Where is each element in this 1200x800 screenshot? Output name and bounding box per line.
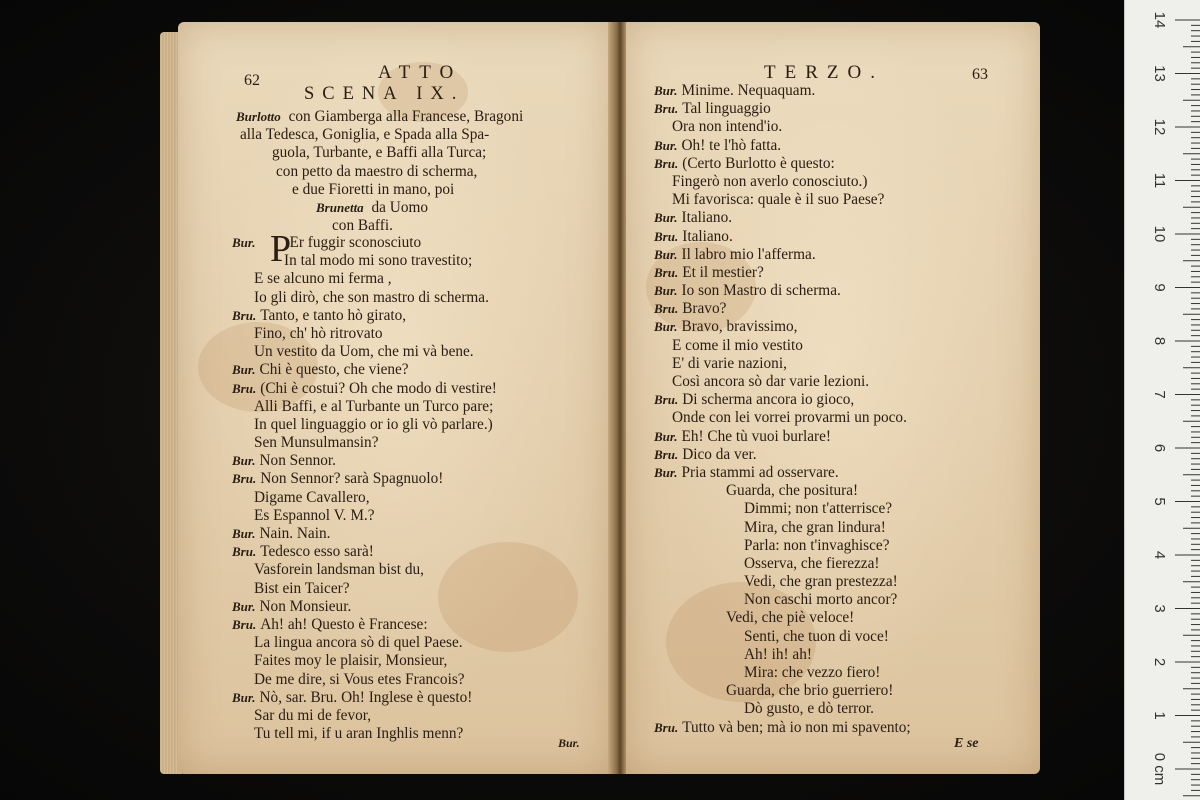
page-number: 63 (972, 66, 988, 83)
verse-text: La lingua ancora sò di quel Paese. (254, 634, 463, 652)
verse-text: Pria stammi ad osservare. (681, 463, 839, 481)
left-page (178, 22, 610, 774)
text-line (232, 561, 497, 579)
verse-text: Tanto, e tanto hò girato, (260, 306, 407, 324)
text-line (654, 591, 911, 609)
catchword: E se (954, 736, 979, 751)
text-line (654, 519, 911, 537)
ruler-label: 7 (1151, 390, 1168, 399)
verse-text: Bravo, bravissimo, (681, 318, 798, 336)
verse-text: De me dire, si Vous etes Francois? (254, 670, 465, 688)
text-line (654, 573, 911, 591)
verse-text: Faites moy le plaisir, Monsieur, (254, 652, 448, 670)
page-number: 62 (244, 72, 260, 89)
text-line (232, 416, 497, 434)
speaker-label: Bur. (654, 246, 678, 262)
text-line (654, 555, 911, 573)
text-line (654, 482, 911, 500)
verse-text: In quel linguaggio or io gli vò parlare.) (254, 415, 493, 433)
open-book (156, 16, 1046, 778)
text-line (654, 100, 911, 118)
text-line (232, 252, 497, 270)
text-line (232, 434, 497, 452)
text-line (232, 652, 497, 670)
stage-line (236, 181, 523, 199)
speaker-label: Bur. (654, 319, 678, 335)
drop-cap: P (270, 228, 292, 270)
text-line (232, 380, 497, 398)
speaker-label: Bur. (232, 526, 256, 541)
text-line (654, 373, 911, 391)
running-head: TERZO. (764, 62, 884, 83)
speaker-label: Bur. (232, 362, 256, 378)
ruler-label: 2 (1151, 657, 1168, 667)
catchword: Bur. (558, 736, 580, 750)
verse-text: Di scherma ancora io gioco, (682, 391, 855, 409)
speaker-label: Bur. (232, 689, 256, 705)
speaker-label: Bru. (654, 264, 679, 280)
ruler-label: 9 (1151, 283, 1168, 292)
verse-text: Mira, che gran lindura! (744, 518, 886, 536)
text-line (654, 209, 911, 227)
character-name: Burlotto (236, 109, 281, 124)
verse-text: Es Espannol V. M.? (254, 506, 375, 524)
verse-text: Alli Baffi, e al Turbante un Turco pare; (254, 397, 494, 415)
verse-text: Italiano. (682, 227, 733, 245)
text-line (232, 671, 497, 689)
text-line (232, 725, 497, 743)
text-line (654, 228, 911, 246)
running-head: ATTO (378, 62, 463, 83)
text-line (232, 634, 497, 652)
verse-text: Onde con lei vorrei provarmi un poco. (672, 409, 907, 427)
verse-text: Vasforein landsman bist du, (254, 561, 424, 579)
text-line (654, 464, 911, 482)
verse-text: Tutto và ben; mà io non mi spavento; (682, 718, 911, 736)
verse-text: E' di varie nazioni, (672, 354, 787, 372)
verse-text: Et il mestier? (682, 263, 764, 281)
text-line (654, 500, 911, 518)
verse-text: Bravo? (682, 300, 727, 318)
right-page (626, 22, 1040, 774)
text-line (654, 318, 911, 336)
text-line (232, 689, 497, 707)
stage-line (236, 199, 523, 217)
text-line (654, 664, 911, 682)
scene-title: SCENA IX. (304, 84, 465, 104)
stage-line (236, 144, 523, 162)
speaker-label: Bur. (654, 428, 678, 444)
speaker-label: Bru. (654, 719, 679, 735)
text-line (232, 543, 497, 561)
verse-text: (Chi è costui? Oh che modo di vestire! (260, 379, 497, 397)
stage-line (236, 108, 523, 126)
text-line (654, 700, 911, 718)
verse-text: Sar du mi de fevor, (254, 706, 372, 724)
ruler-label: 12 (1151, 118, 1168, 136)
text-line (232, 616, 497, 634)
text-line (232, 452, 497, 470)
verse-text: Io son Mastro di scherma. (681, 282, 841, 300)
text-line (654, 682, 911, 700)
verse-text: Vedi, che gran prestezza! (744, 573, 898, 591)
verse-text: Ah! ah! Questo è Francese: (260, 615, 428, 633)
verse-text: Guarda, che positura! (726, 482, 859, 500)
text-line (654, 609, 911, 627)
verse-text: Eh! Che tù vuoi burlare! (681, 427, 832, 445)
verse-text: In tal modo mi sono travestito; (284, 252, 473, 270)
stage-direction (236, 108, 523, 235)
verse-text: Mira: che vezzo fiero! (744, 664, 881, 681)
character-name: Brunetta (316, 199, 364, 215)
verse-text: Tu tell mi, if u aran Inghlis menn? (254, 725, 464, 743)
speaker-label: Bur. (654, 210, 678, 226)
verse-text: Non Monsieur. (259, 597, 352, 615)
verse-text: Non Sennor? sarà Spagnuolo! (260, 470, 444, 488)
verse-text: Nò, sar. Bru. Oh! Inglese è questo! (259, 688, 473, 706)
ruler-label: 1 (1151, 711, 1168, 720)
text-line (654, 264, 911, 282)
speaker-label: Bru. (232, 380, 257, 396)
text-line (232, 598, 497, 616)
text-line (654, 282, 911, 300)
verse-text: Dico da ver. (682, 445, 757, 463)
speaker-label: Bru. (232, 471, 257, 487)
text-line (232, 289, 497, 307)
speaker-label: Bru. (654, 228, 679, 244)
verse-text: Ah! ih! ah! (744, 645, 812, 663)
verse-text: Tedesco esso sarà! (260, 543, 374, 561)
ruler-label: 11 (1151, 172, 1168, 189)
verse-text: Sen Munsulmansin? (254, 434, 379, 452)
text-line (232, 525, 497, 543)
verse-text: E come il mio vestito (672, 336, 803, 354)
speaker-label: Bru. (654, 101, 679, 117)
verse-text: Non Sennor. (259, 452, 336, 470)
stage-line (236, 163, 523, 181)
measuring-ruler (1124, 0, 1200, 800)
verse-text: Ora non intend'io. (672, 118, 783, 136)
verse-text: Parla: non t'invaghisce? (744, 536, 890, 554)
speaker-label: Bur. (654, 137, 678, 153)
verse-text: Io gli dirò, che son mastro di scherma. (254, 288, 489, 306)
text-line (654, 191, 911, 209)
verse-text: Così ancora sò dar varie lezioni. (672, 373, 870, 390)
text-line (654, 300, 911, 318)
text-line (232, 580, 497, 598)
verse-text: Non caschi morto ancor? (744, 591, 898, 609)
text-line (232, 470, 497, 488)
text-line (654, 646, 911, 664)
text-line (654, 446, 911, 464)
text-line (232, 398, 497, 416)
stage-text: alla Tedesca, Goniglia, e Spada alla Spa- (240, 126, 490, 144)
text-line (654, 409, 911, 427)
verse-text: Vedi, che piè veloce! (726, 609, 855, 627)
speaker-label: Bur. (654, 464, 678, 480)
verse-text: Italiano. (681, 209, 733, 227)
speaker-label: Bur. (232, 453, 256, 469)
stage-text: e due Fioretti in mano, poi (292, 180, 455, 198)
verse-text: E se alcuno mi ferma , (254, 270, 392, 288)
text-line (232, 234, 497, 252)
speaker-label: Bru. (232, 616, 257, 632)
text-line (232, 325, 497, 343)
text-line (654, 137, 911, 155)
stage-line (236, 126, 523, 144)
ruler-label: 0 cm (1151, 752, 1168, 786)
text-line (232, 307, 497, 325)
speaker-label: Bur. (232, 235, 256, 250)
verse-text: Oh! te l'hò fatta. (681, 136, 782, 154)
text-line (654, 719, 911, 737)
text-line (232, 361, 497, 379)
stage-text: con Baffi. (332, 217, 393, 235)
text-line (654, 82, 911, 100)
verse-text: Fingerò non averlo conosciuto.) (672, 172, 868, 190)
ruler-label: 8 (1151, 336, 1168, 346)
ruler-label: 14 (1151, 11, 1168, 29)
text-line (232, 343, 497, 361)
speaker-label: Bur. (654, 283, 678, 299)
ruler-label: 13 (1151, 65, 1168, 82)
verse-text: Digame Cavallero, (254, 488, 370, 506)
ruler-label: 6 (1151, 443, 1168, 453)
verse-text: Fino, ch' hò ritrovato (254, 324, 383, 342)
ruler-label: 10 (1151, 225, 1168, 243)
text-line (654, 155, 911, 173)
ruler-scale (1125, 0, 1200, 800)
verse-text: (Certo Burlotto è questo: (682, 154, 835, 172)
text-line (654, 118, 911, 136)
text-line (654, 391, 911, 409)
text-line (654, 537, 911, 555)
text-line (232, 270, 497, 288)
verse-text: Mi favorisca: quale è il suo Paese? (672, 191, 885, 209)
speaker-label: Bru. (654, 301, 679, 317)
text-line (654, 428, 911, 446)
verse-text: Guarda, che brio guerriero! (726, 682, 894, 700)
text-line (654, 173, 911, 191)
speaker-label: Bru. (232, 307, 257, 323)
text-line (232, 507, 497, 525)
text-line (232, 707, 497, 725)
stage-text: con petto da maestro di scherma, (276, 162, 478, 180)
text-line (654, 337, 911, 355)
ruler-label: 5 (1151, 497, 1168, 506)
verse-text: Un vestito da Uom, che mi và bene. (254, 343, 474, 361)
speaker-label: Bru. (654, 155, 679, 171)
speaker-label: Bur. (232, 598, 256, 614)
dialogue-lines (232, 234, 497, 743)
text-line (654, 246, 911, 264)
stage-text: guola, Turbante, e Baffi alla Turca; (272, 144, 487, 162)
stage-text: con Giamberga alla Francese, Bragoni (284, 108, 524, 125)
verse-text: Minime. Nequaquam. (681, 82, 816, 99)
verse-text: Bist ein Taicer? (254, 579, 350, 597)
verse-text: Dò gusto, e dò terror. (744, 700, 875, 718)
speaker-label: Bru. (654, 446, 679, 462)
verse-text: Dimmi; non t'atterrisce? (744, 500, 893, 518)
verse-text: Il labro mio l'afferma. (681, 245, 816, 263)
verse-text: Er fuggir sconosciuto (289, 234, 422, 251)
verse-text: Nain. Nain. (259, 525, 331, 542)
ruler-label: 3 (1151, 604, 1168, 613)
text-line (654, 355, 911, 373)
dialogue-lines (654, 82, 911, 737)
stage-text: da Uomo (367, 198, 429, 216)
verse-text: Senti, che tuon di voce! (744, 627, 889, 645)
speaker-label: Bru. (654, 392, 679, 408)
verse-text: Chi è questo, che viene? (259, 361, 409, 379)
verse-text: Osserva, che fierezza! (744, 554, 880, 572)
text-line (232, 489, 497, 507)
text-line (654, 628, 911, 646)
verse-text: Tal linguaggio (682, 100, 771, 118)
ruler-label: 4 (1151, 550, 1168, 560)
speaker-label: Bru. (232, 544, 257, 560)
speaker-label: Bur. (654, 83, 678, 98)
